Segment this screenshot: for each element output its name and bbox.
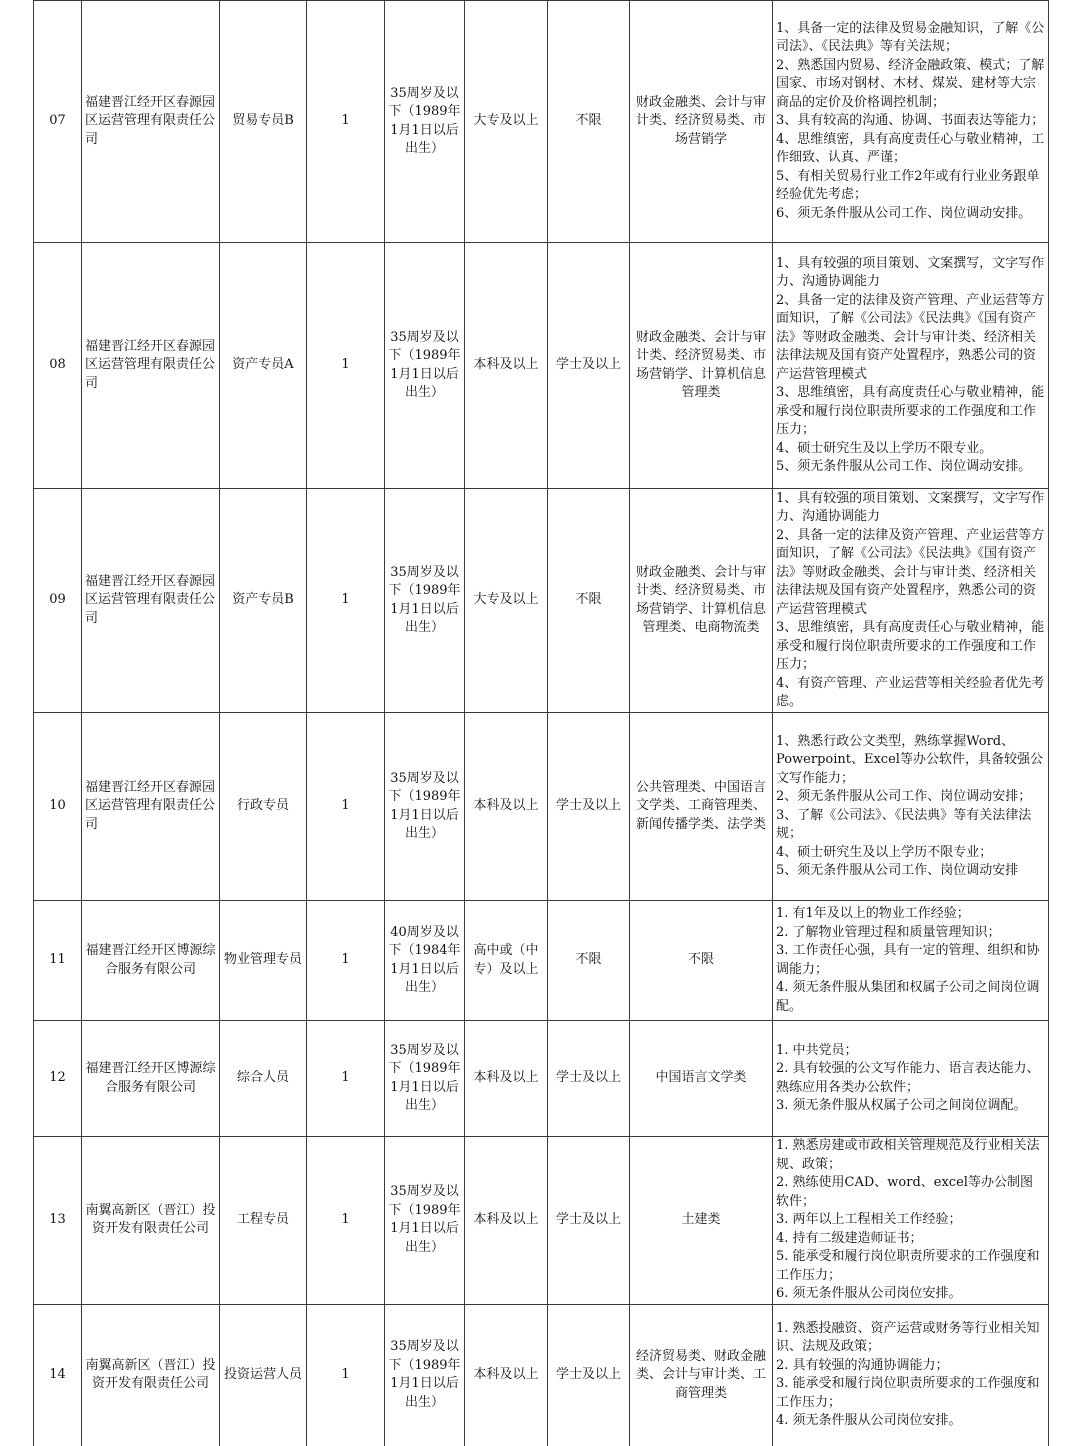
major-requirement: 土建类 (630, 1137, 773, 1305)
age-requirement: 35周岁及以下（1989年1月1日以后出生） (385, 1137, 465, 1305)
headcount: 1 (307, 1, 385, 243)
requirement-line: 2. 了解物业管理过程和质量管理知识； (776, 924, 1045, 943)
major-requirement: 公共管理类、中国语言文学类、工商管理类、新闻传播学类、法学类 (630, 713, 773, 901)
table-body (34, 1, 1049, 1446)
company-name: 福建晋江经开区春源园区运营管理有限责任公司 (82, 1, 220, 243)
position-name: 工程专员 (220, 1137, 307, 1305)
row-number: 07 (34, 1, 82, 243)
requirement-line: 2、具备一定的法律及资产管理、产业运营等方面知识，了解《公司法》《民法典》《国有资产法》等财政金融类、会计与审计类、经济相关法律法规及国有资产处置程序，熟悉公司的资产运营管理模式 (776, 292, 1045, 385)
table-row (34, 243, 1049, 489)
requirement-line: 5. 能承受和履行岗位职责所要求的工作强度和工作压力； (776, 1248, 1045, 1285)
row-number: 09 (34, 489, 82, 713)
major-requirement: 财政金融类、会计与审计类、经济贸易类、市场营销学、计算机信息管理类 (630, 243, 773, 489)
requirement-line: 3、思维缜密，具有高度责任心与敬业精神，能承受和履行岗位职责所要求的工作强度和工作压力； (776, 619, 1045, 675)
requirement-line: 4. 须无条件服从集团和权属子公司之间岗位调配。 (776, 979, 1045, 1016)
table-row (34, 1, 1049, 243)
headcount: 1 (307, 489, 385, 713)
table-row (34, 1304, 1049, 1446)
requirement-line: 3. 能承受和履行岗位职责所要求的工作强度和工作压力； (776, 1375, 1045, 1412)
table-row (34, 713, 1049, 901)
requirement-line: 2. 具有较强的公文写作能力、语言表达能力、熟练应用各类办公软件； (776, 1060, 1045, 1097)
row-number: 10 (34, 713, 82, 901)
age-requirement: 40周岁及以下（1984年1月1日以后出生） (385, 901, 465, 1021)
job-requirements (773, 489, 1049, 713)
degree-requirement: 学士及以上 (548, 243, 630, 489)
position-name: 行政专员 (220, 713, 307, 901)
headcount: 1 (307, 1137, 385, 1305)
education-requirement: 本科及以上 (465, 713, 548, 901)
requirement-line: 5、须无条件服从公司工作、岗位调动安排 (776, 862, 1045, 881)
job-requirements (773, 1304, 1049, 1446)
company-name: 南翼高新区（晋江）投资开发有限责任公司 (82, 1137, 220, 1305)
requirement-line: 4、硕士研究生及以上学历不限专业； (776, 844, 1045, 863)
education-requirement: 本科及以上 (465, 1137, 548, 1305)
job-requirements (773, 901, 1049, 1021)
education-requirement: 本科及以上 (465, 1021, 548, 1137)
recruitment-table (33, 0, 1049, 1446)
degree-requirement: 学士及以上 (548, 713, 630, 901)
position-name: 投资运营人员 (220, 1304, 307, 1446)
requirement-line: 1. 有1年及以上的物业工作经验； (776, 905, 1045, 924)
degree-requirement: 不限 (548, 489, 630, 713)
education-requirement: 大专及以上 (465, 1, 548, 243)
position-name: 综合人员 (220, 1021, 307, 1137)
company-name: 福建晋江经开区春源园区运营管理有限责任公司 (82, 489, 220, 713)
headcount: 1 (307, 901, 385, 1021)
company-name: 福建晋江经开区春源园区运营管理有限责任公司 (82, 713, 220, 901)
requirement-line: 3. 须无条件服从权属子公司之间岗位调配。 (776, 1097, 1045, 1116)
education-requirement: 本科及以上 (465, 1304, 548, 1446)
age-requirement: 35周岁及以下（1989年1月1日以后出生） (385, 243, 465, 489)
requirement-line: 4、硕士研究生及以上学历不限专业。 (776, 440, 1045, 459)
major-requirement: 财政金融类、会计与审计类、经济贸易类、市场营销学 (630, 1, 773, 243)
degree-requirement: 学士及以上 (548, 1137, 630, 1305)
degree-requirement: 学士及以上 (548, 1304, 630, 1446)
requirement-line: 3. 两年以上工程相关工作经验； (776, 1211, 1045, 1230)
requirement-line: 2、熟悉国内贸易、经济金融政策、模式；了解国家、市场对钢材、木材、煤炭、建材等大宗商品的定价及价格调控机制； (776, 57, 1045, 113)
requirement-line: 1、具备一定的法律及贸易金融知识，了解《公司法》、《民法典》等有关法规； (776, 20, 1045, 57)
row-number: 14 (34, 1304, 82, 1446)
major-requirement: 不限 (630, 901, 773, 1021)
major-requirement: 经济贸易类、财政金融类、会计与审计类、工商管理类 (630, 1304, 773, 1446)
company-name: 福建晋江经开区博源综合服务有限公司 (82, 901, 220, 1021)
education-requirement: 高中或（中专）及以上 (465, 901, 548, 1021)
headcount: 1 (307, 1021, 385, 1137)
headcount: 1 (307, 1304, 385, 1446)
row-number: 12 (34, 1021, 82, 1137)
job-requirements (773, 713, 1049, 901)
position-name: 资产专员B (220, 489, 307, 713)
requirement-line: 1、具有较强的项目策划、文案撰写，文字写作力、沟通协调能力 (776, 255, 1045, 292)
position-name: 贸易专员B (220, 1, 307, 243)
requirement-line: 2. 具有较强的沟通协调能力； (776, 1357, 1045, 1376)
requirement-line: 5、有相关贸易行业工作2年或有行业业务跟单经验优先考虑； (776, 168, 1045, 205)
headcount: 1 (307, 713, 385, 901)
age-requirement: 35周岁及以下（1989年1月1日以后出生） (385, 489, 465, 713)
degree-requirement: 不限 (548, 901, 630, 1021)
requirement-line: 1、熟悉行政公文类型，熟练掌握Word、Powerpoint、Excel等办公软件，具备较强公文写作能力； (776, 733, 1045, 789)
requirement-line: 1. 中共党员； (776, 1042, 1045, 1061)
requirement-line: 3、具有较高的沟通、协调、书面表达等能力； (776, 112, 1045, 131)
age-requirement: 35周岁及以下（1989年1月1日以后出生） (385, 1, 465, 243)
requirement-line: 1、具有较强的项目策划、文案撰写，文字写作力、沟通协调能力 (776, 490, 1045, 527)
company-name: 福建晋江经开区春源园区运营管理有限责任公司 (82, 243, 220, 489)
requirement-line: 3、思维缜密，具有高度责任心与敬业精神，能承受和履行岗位职责所要求的工作强度和工作压力； (776, 384, 1045, 440)
requirement-line: 2、具备一定的法律及资产管理、产业运营等方面知识，了解《公司法》《民法典》《国有资产法》等财政金融类、会计与审计类、经济相关法律法规及国有资产处置程序，熟悉公司的资产运营管理模式 (776, 527, 1045, 620)
requirement-line: 4、有资产管理、产业运营等相关经验者优先考虑。 (776, 675, 1045, 712)
education-requirement: 大专及以上 (465, 489, 548, 713)
requirement-line: 2、须无条件服从公司工作、岗位调动安排； (776, 788, 1045, 807)
position-name: 资产专员A (220, 243, 307, 489)
table-row (34, 489, 1049, 713)
age-requirement: 35周岁及以下（1989年1月1日以后出生） (385, 713, 465, 901)
education-requirement: 本科及以上 (465, 243, 548, 489)
degree-requirement: 不限 (548, 1, 630, 243)
requirement-line: 6. 须无条件服从公司岗位安排。 (776, 1285, 1045, 1304)
requirement-line: 6、须无条件服从公司工作、岗位调动安排。 (776, 205, 1045, 224)
requirement-line: 3. 工作责任心强，具有一定的管理、组织和协调能力； (776, 942, 1045, 979)
table-row (34, 901, 1049, 1021)
position-name: 物业管理专员 (220, 901, 307, 1021)
company-name: 南翼高新区（晋江）投资开发有限责任公司 (82, 1304, 220, 1446)
row-number: 08 (34, 243, 82, 489)
job-requirements (773, 243, 1049, 489)
requirement-line: 1. 熟悉房建或市政相关管理规范及行业相关法规、政策； (776, 1137, 1045, 1174)
requirement-line: 4、思维缜密，具有高度责任心与敬业精神，工作细致、认真、严谨； (776, 131, 1045, 168)
degree-requirement: 学士及以上 (548, 1021, 630, 1137)
row-number: 11 (34, 901, 82, 1021)
company-name: 福建晋江经开区博源综合服务有限公司 (82, 1021, 220, 1137)
row-number: 13 (34, 1137, 82, 1305)
job-requirements (773, 1137, 1049, 1305)
requirement-line: 2. 熟练使用CAD、word、excel等办公制图软件； (776, 1174, 1045, 1211)
job-requirements (773, 1, 1049, 243)
requirement-line: 3、了解《公司法》、《民法典》等有关法律法规； (776, 807, 1045, 844)
table-row (34, 1137, 1049, 1305)
major-requirement: 中国语言文学类 (630, 1021, 773, 1137)
age-requirement: 35周岁及以下（1989年1月1日以后出生） (385, 1304, 465, 1446)
age-requirement: 35周岁及以下（1989年1月1日以后出生） (385, 1021, 465, 1137)
job-requirements (773, 1021, 1049, 1137)
requirement-line: 4. 须无条件服从公司岗位安排。 (776, 1412, 1045, 1431)
major-requirement: 财政金融类、会计与审计类、经济贸易类、市场营销学、计算机信息管理类、电商物流类 (630, 489, 773, 713)
requirement-line: 5、须无条件服从公司工作、岗位调动安排。 (776, 458, 1045, 477)
requirement-line: 1. 熟悉投融资、资产运营或财务等行业相关知识、法规及政策； (776, 1320, 1045, 1357)
headcount: 1 (307, 243, 385, 489)
table-row (34, 1021, 1049, 1137)
requirement-line: 4. 持有二级建造师证书； (776, 1230, 1045, 1249)
